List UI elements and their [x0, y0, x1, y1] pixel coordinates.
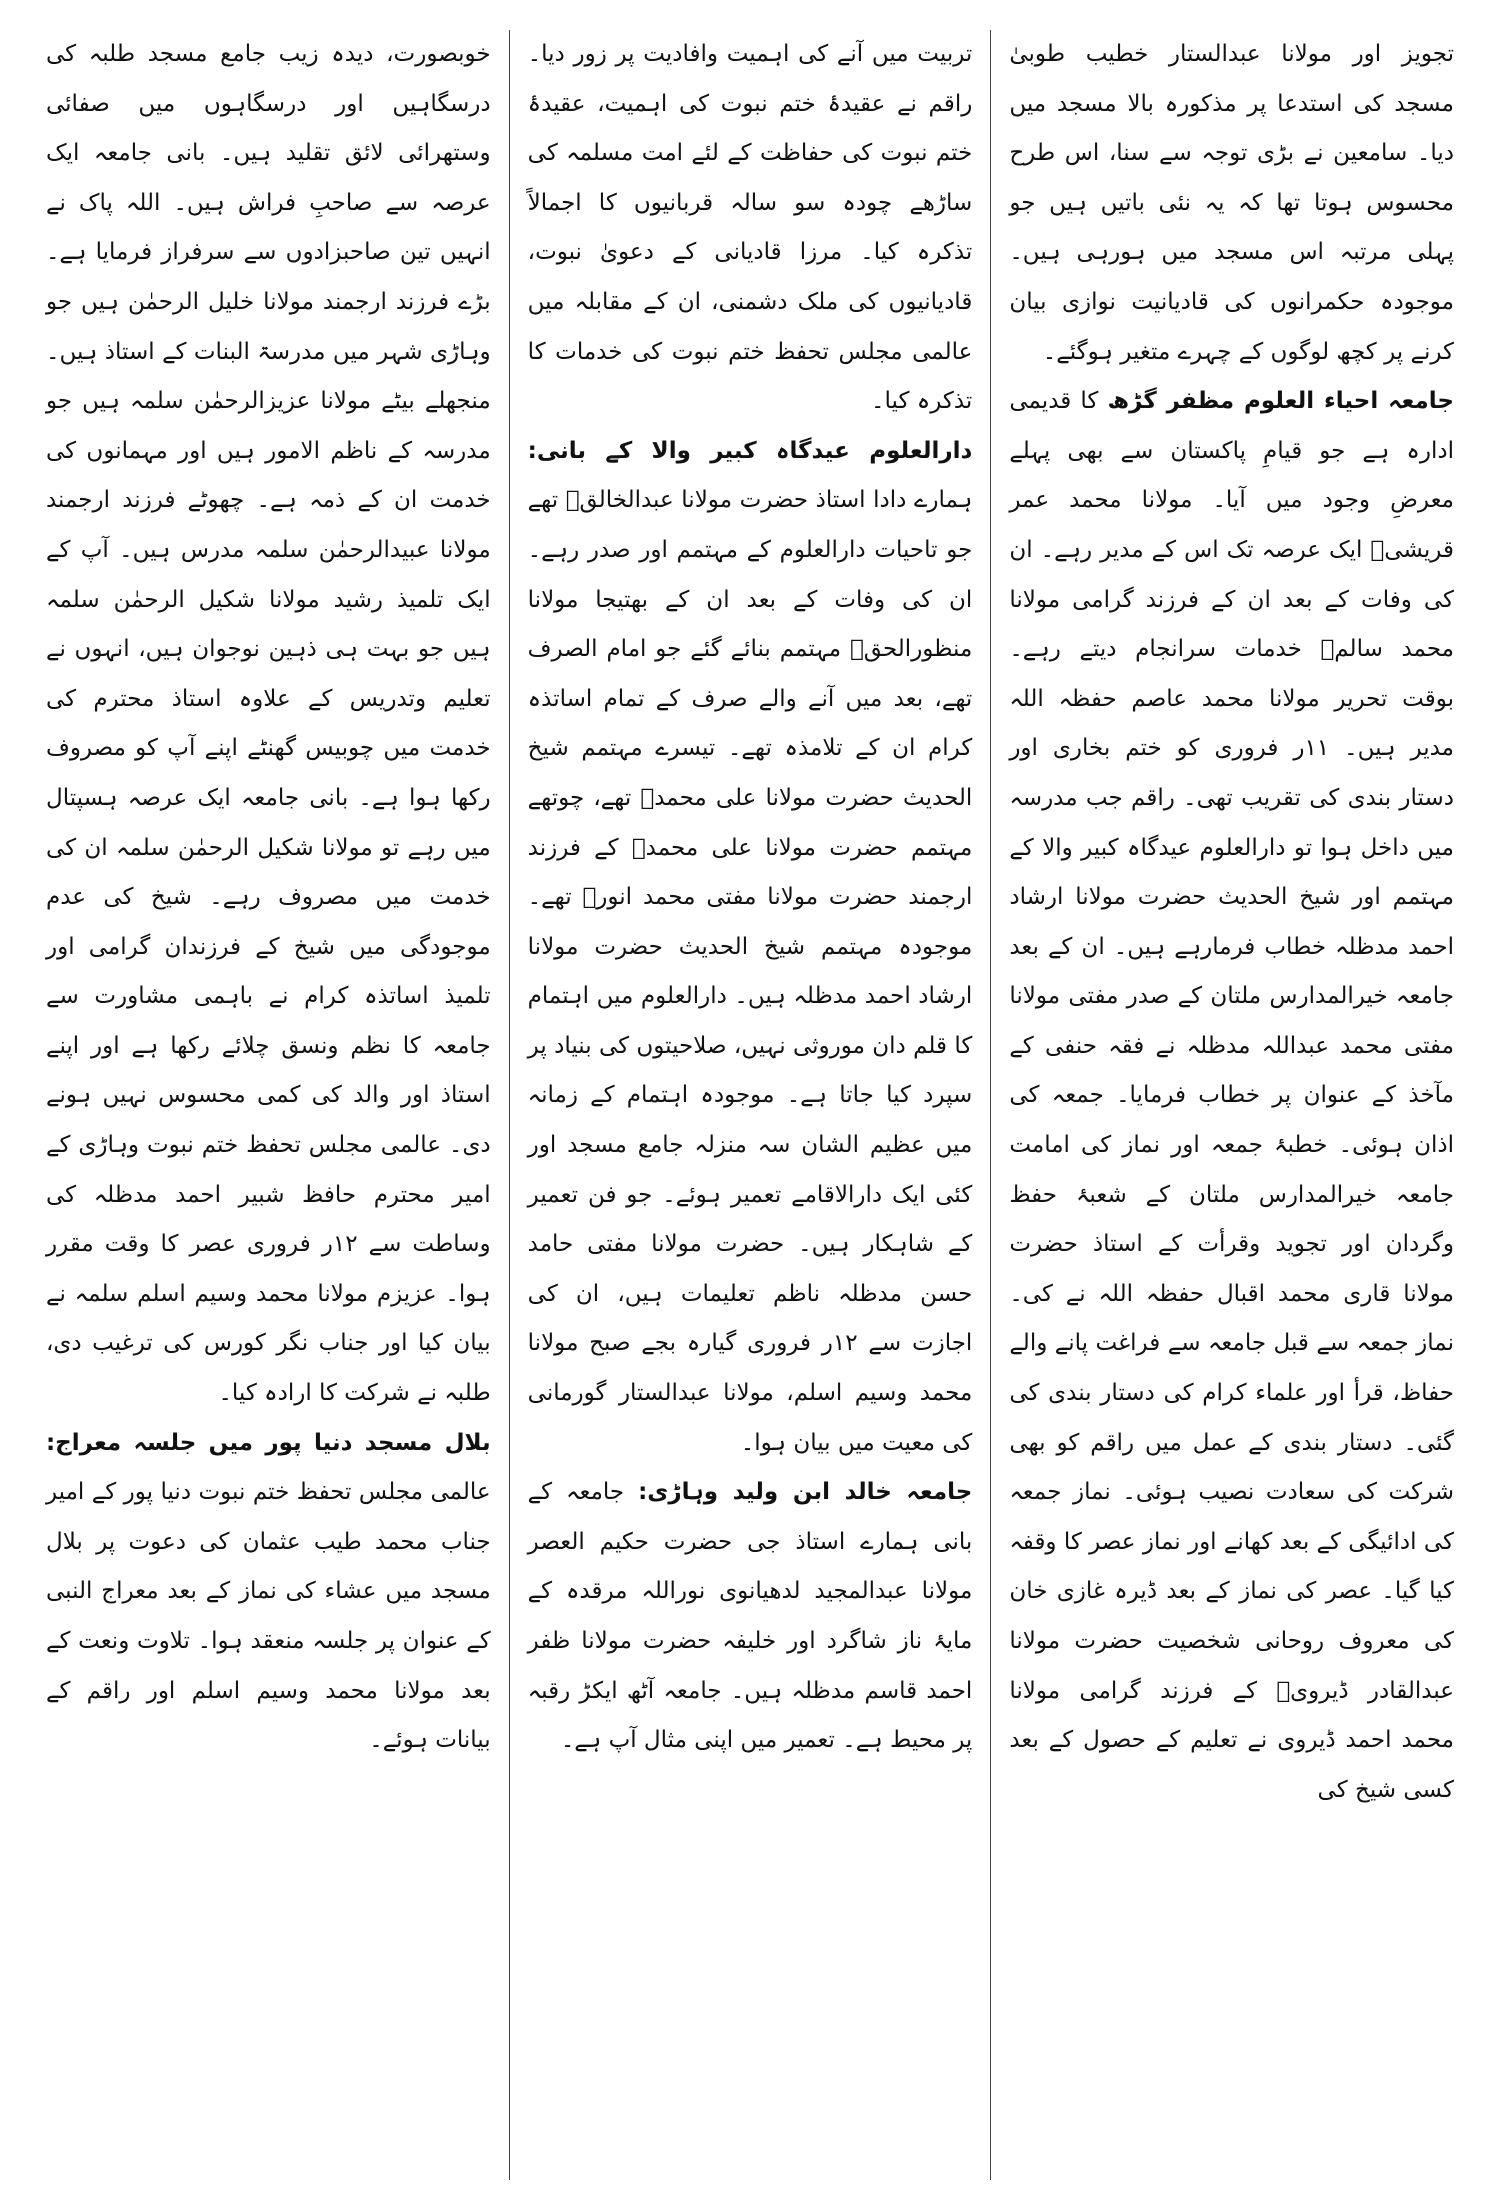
- paragraph-text: ہمارے دادا استاذ حضرت مولانا عبدالخالقؒ تھے جو تاحیات دارالعلوم کے مہتمم اور صدر رہے۔ ان کی وفات کے بعد ان کے بھتیجا مولانا منظورالحقؒ مہتمم بنائے گئے جو امام الصرف تھے، بعد میں آنے والے صرف کے تمام اساتذہ کرام ان کے تلامذہ تھے۔ تیسرے مہتمم شیخ الحدیث حضرت مولانا علی محمدؒ تھے، چوتھے مہتمم حضرت مولانا علی محمدؒ کے فرزند ارجمند حضرت مولانا مفتی محمد انورؒ تھے۔ موجودہ مہتمم شیخ الحدیث حضرت مولانا ارشاد احمد مدظلہ ہیں۔ دارالعلوم میں اہتمام کا قلم دان موروثی نہیں، صلاحیتوں کی بنیاد پر سپرد کیا جاتا ہے۔ موجودہ اہتمام کے زمانہ میں عظیم الشان سہ منزلہ جامع مسجد اور کئی ایک دارالاقامے تعمیر ہوئے۔ جو فن تعمیر کے شاہکار ہیں۔ حضرت مولانا مفتی حامد حسن مدظلہ ناظم تعلیمات ہیں، ان کی اجازت سے ۱۲ر فروری گیارہ بجے صبح مولانا محمد وسیم اسلم، مولانا عبدالستار گورمانی کی معیت میں بیان ہوا۔: [527, 487, 973, 1456]
- column-middle: [510, 30, 991, 2180]
- paragraph-heading: بلال مسجد دنیا پور میں جلسہ معراج:: [45, 1429, 491, 1456]
- paragraph: [528, 30, 973, 427]
- paragraph: [1009, 377, 1454, 1815]
- paragraph-text: تجویز اور مولانا عبدالستار خطیب طوبیٰ مسجد کی استدعا پر مذکورہ بالا مسجد میں دیا۔ سامعین نے بڑی توجہ سے سنا، اس طرح محسوس ہوتا تھا کہ یہ نئی باتیں ہیں جو پہلی مرتبہ اس مسجد میں ہورہی ہیں۔ موجودہ حکمرانوں کی قادیانیت نوازی بیان کرنے پر کچھ لوگوں کے چہرے متغیر ہوگئے۔: [1009, 41, 1454, 365]
- paragraph: [528, 427, 973, 1468]
- paragraph-heading: دارالعلوم عیدگاہ کبیر والا کے بانی:: [527, 437, 973, 464]
- paragraph-heading: جامعہ احیاء العلوم مظفر گڑھ: [1107, 388, 1454, 415]
- paragraph-text: عالمی مجلس تحفظ ختم نبوت دنیا پور کے امیر جناب محمد طیب عثمان کی دعوت پر بلال مسجد میں عشاء کی نماز کے بعد معراج النبی کے عنوان پر جلسہ منعقد ہوا۔ تلاوت ونعت کے بعد مولانا محمد وسیم اسلم اور راقم کے بیانات ہوئے۔: [45, 1479, 491, 1754]
- paragraph-text: جامعہ کے بانی ہمارے استاذ جی حضرت حکیم العصر مولانا عبدالمجید لدھیانوی نوراللہ مرقدہ کے مایۂ ناز شاگرد اور خلیفہ حضرت مولانا ظفر احمد قاسم مدظلہ ہیں۔ جامعہ آٹھ ایکڑ رقبہ پر محیط ہے۔ تعمیر میں اپنی مثال آپ ہے۔: [527, 1479, 973, 1754]
- column-right: [991, 30, 1472, 2180]
- paragraph-text: کا قدیمی ادارہ ہے جو قیامِ پاکستان سے بھی پہلے معرضِ وجود میں آیا۔ مولانا محمد عمر قریشیؒ ایک عرصہ تک اس کے مدیر رہے۔ ان کی وفات کے بعد ان کے فرزند گرامی مولانا محمد سالمؒ خدمات سرانجام دیتے رہے۔ بوقت تحریر مولانا محمد عاصم حفظہ اللہ مدیر ہیں۔ ۱۱ر فروری کو ختم بخاری اور دستار بندی کی تقریب تھی۔ راقم جب مدرسہ میں داخل ہوا تو دارالعلوم عیدگاہ کبیر والا کے مہتمم اور شیخ الحدیث حضرت مولانا ارشاد احمد مدظلہ خطاب فرمارہے ہیں۔ ان کے بعد جامعہ خیرالمدارس ملتان کے صدر مفتی مولانا مفتی محمد عبداللہ مدظلہ نے فقہ حنفی کے مآخذ کے عنوان پر خطاب فرمایا۔ جمعہ کی اذان ہوئی۔ خطبۂ جمعہ اور نماز کی امامت جامعہ خیرالمدارس ملتان کے شعبۂ حفظ وگردان اور تجوید وقرأت کے استاذ حضرت مولانا قاری محمد اقبال حفظہ اللہ نے کی۔ نماز جمعہ سے قبل جامعہ سے فراغت پانے والے حفاظ، قرأ اور علماء کرام کی دستار بندی کی گئی۔ دستار بندی کے عمل میں راقم کو بھی شرکت کی سعادت نصیب ہوئی۔ نماز جمعہ کی ادائیگی کے بعد کھانے اور نماز عصر کا وقفہ کیا گیا۔ عصر کی نماز کے بعد ڈیرہ غازی خان کی معروف روحانی شخصیت حضرت مولانا عبدالقادر ڈیرویؒ کے فرزند گرامی مولانا محمد احمد ڈیروی نے تعلیم کے حصول کے بعد کسی شیخ کی: [1009, 388, 1454, 1803]
- paragraph-text: خوبصورت، دیدہ زیب جامع مسجد طلبہ کی درسگاہیں اور درسگاہوں میں صفائی وستھرائی لائق تقلید ہیں۔ بانی جامعہ ایک عرصہ سے صاحبِ فراش ہیں۔ اللہ پاک نے انہیں تین صاحبزادوں سے سرفراز فرمایا ہے۔ بڑے فرزند ارجمند مولانا خلیل الرحمٰن ہیں جو وہاڑی شہر میں مدرسۃ البنات کے استاذ ہیں۔ منجھلے بیٹے مولانا عزیزالرحمٰن سلمہ ہیں جو مدرسہ کے ناظم الامور ہیں اور مہمانوں کی خدمت ان کے ذمہ ہے۔ چھوٹے فرزند ارجمند مولانا عبیدالرحمٰن سلمہ مدرس ہیں۔ آپ کے ایک تلمیذ رشید مولانا شکیل الرحمٰن سلمہ ہیں جو بہت ہی ذہین نوجوان ہیں، انہوں نے تعلیم وتدریس کے علاوہ استاذ محترم کی خدمت میں چوبیس گھنٹے اپنے آپ کو مصروف رکھا ہوا ہے۔ بانی جامعہ ایک عرصہ ہسپتال میں رہے تو مولانا شکیل الرحمٰن سلمہ ان کی خدمت میں مصروف رہے۔ شیخ کی عدم موجودگی میں شیخ کے فرزندان گرامی اور تلمیذ اساتذہ کرام نے باہمی مشاورت سے جامعہ کا نظم ونسق چلائے رکھا ہے اور اپنے استاذ اور والد کی کمی محسوس نہیں ہونے دی۔ عالمی مجلس تحفظ ختم نبوت وہاڑی کے امیر محترم حافظ شبیر احمد مدظلہ کی وساطت سے ۱۲ر فروری عصر کا وقت مقرر ہوا۔ عزیزم مولانا محمد وسیم اسلم سلمہ نے بیان کیا اور جناب نگر کورس کی ترغیب دی، طلبہ نے شرکت کا ارادہ کیا۔: [45, 41, 491, 1407]
- paragraph: [46, 1419, 491, 1766]
- paragraph: [1009, 30, 1454, 377]
- paragraph: [46, 30, 491, 1419]
- paragraph-heading: جامعہ خالد ابن ولید وہاڑی:: [638, 1479, 973, 1506]
- column-left: [28, 30, 509, 2180]
- paragraph-text: تربیت میں آنے کی اہمیت وافادیت پر زور دیا۔ راقم نے عقیدۂ ختم نبوت کی اہمیت، عقیدۂ ختم نبوت کی حفاظت کے لئے امت مسلمہ کی ساڑھے چودہ سو سالہ قربانیوں کا اجمالاً تذکرہ کیا۔ مرزا قادیانی کے دعویٰ نبوت، قادیانیوں کی ملک دشمنی، ان کے مقابلہ میں عالمی مجلس تحفظ ختم نبوت کی خدمات کا تذکرہ کیا۔: [527, 41, 973, 415]
- paragraph: [528, 1468, 973, 1766]
